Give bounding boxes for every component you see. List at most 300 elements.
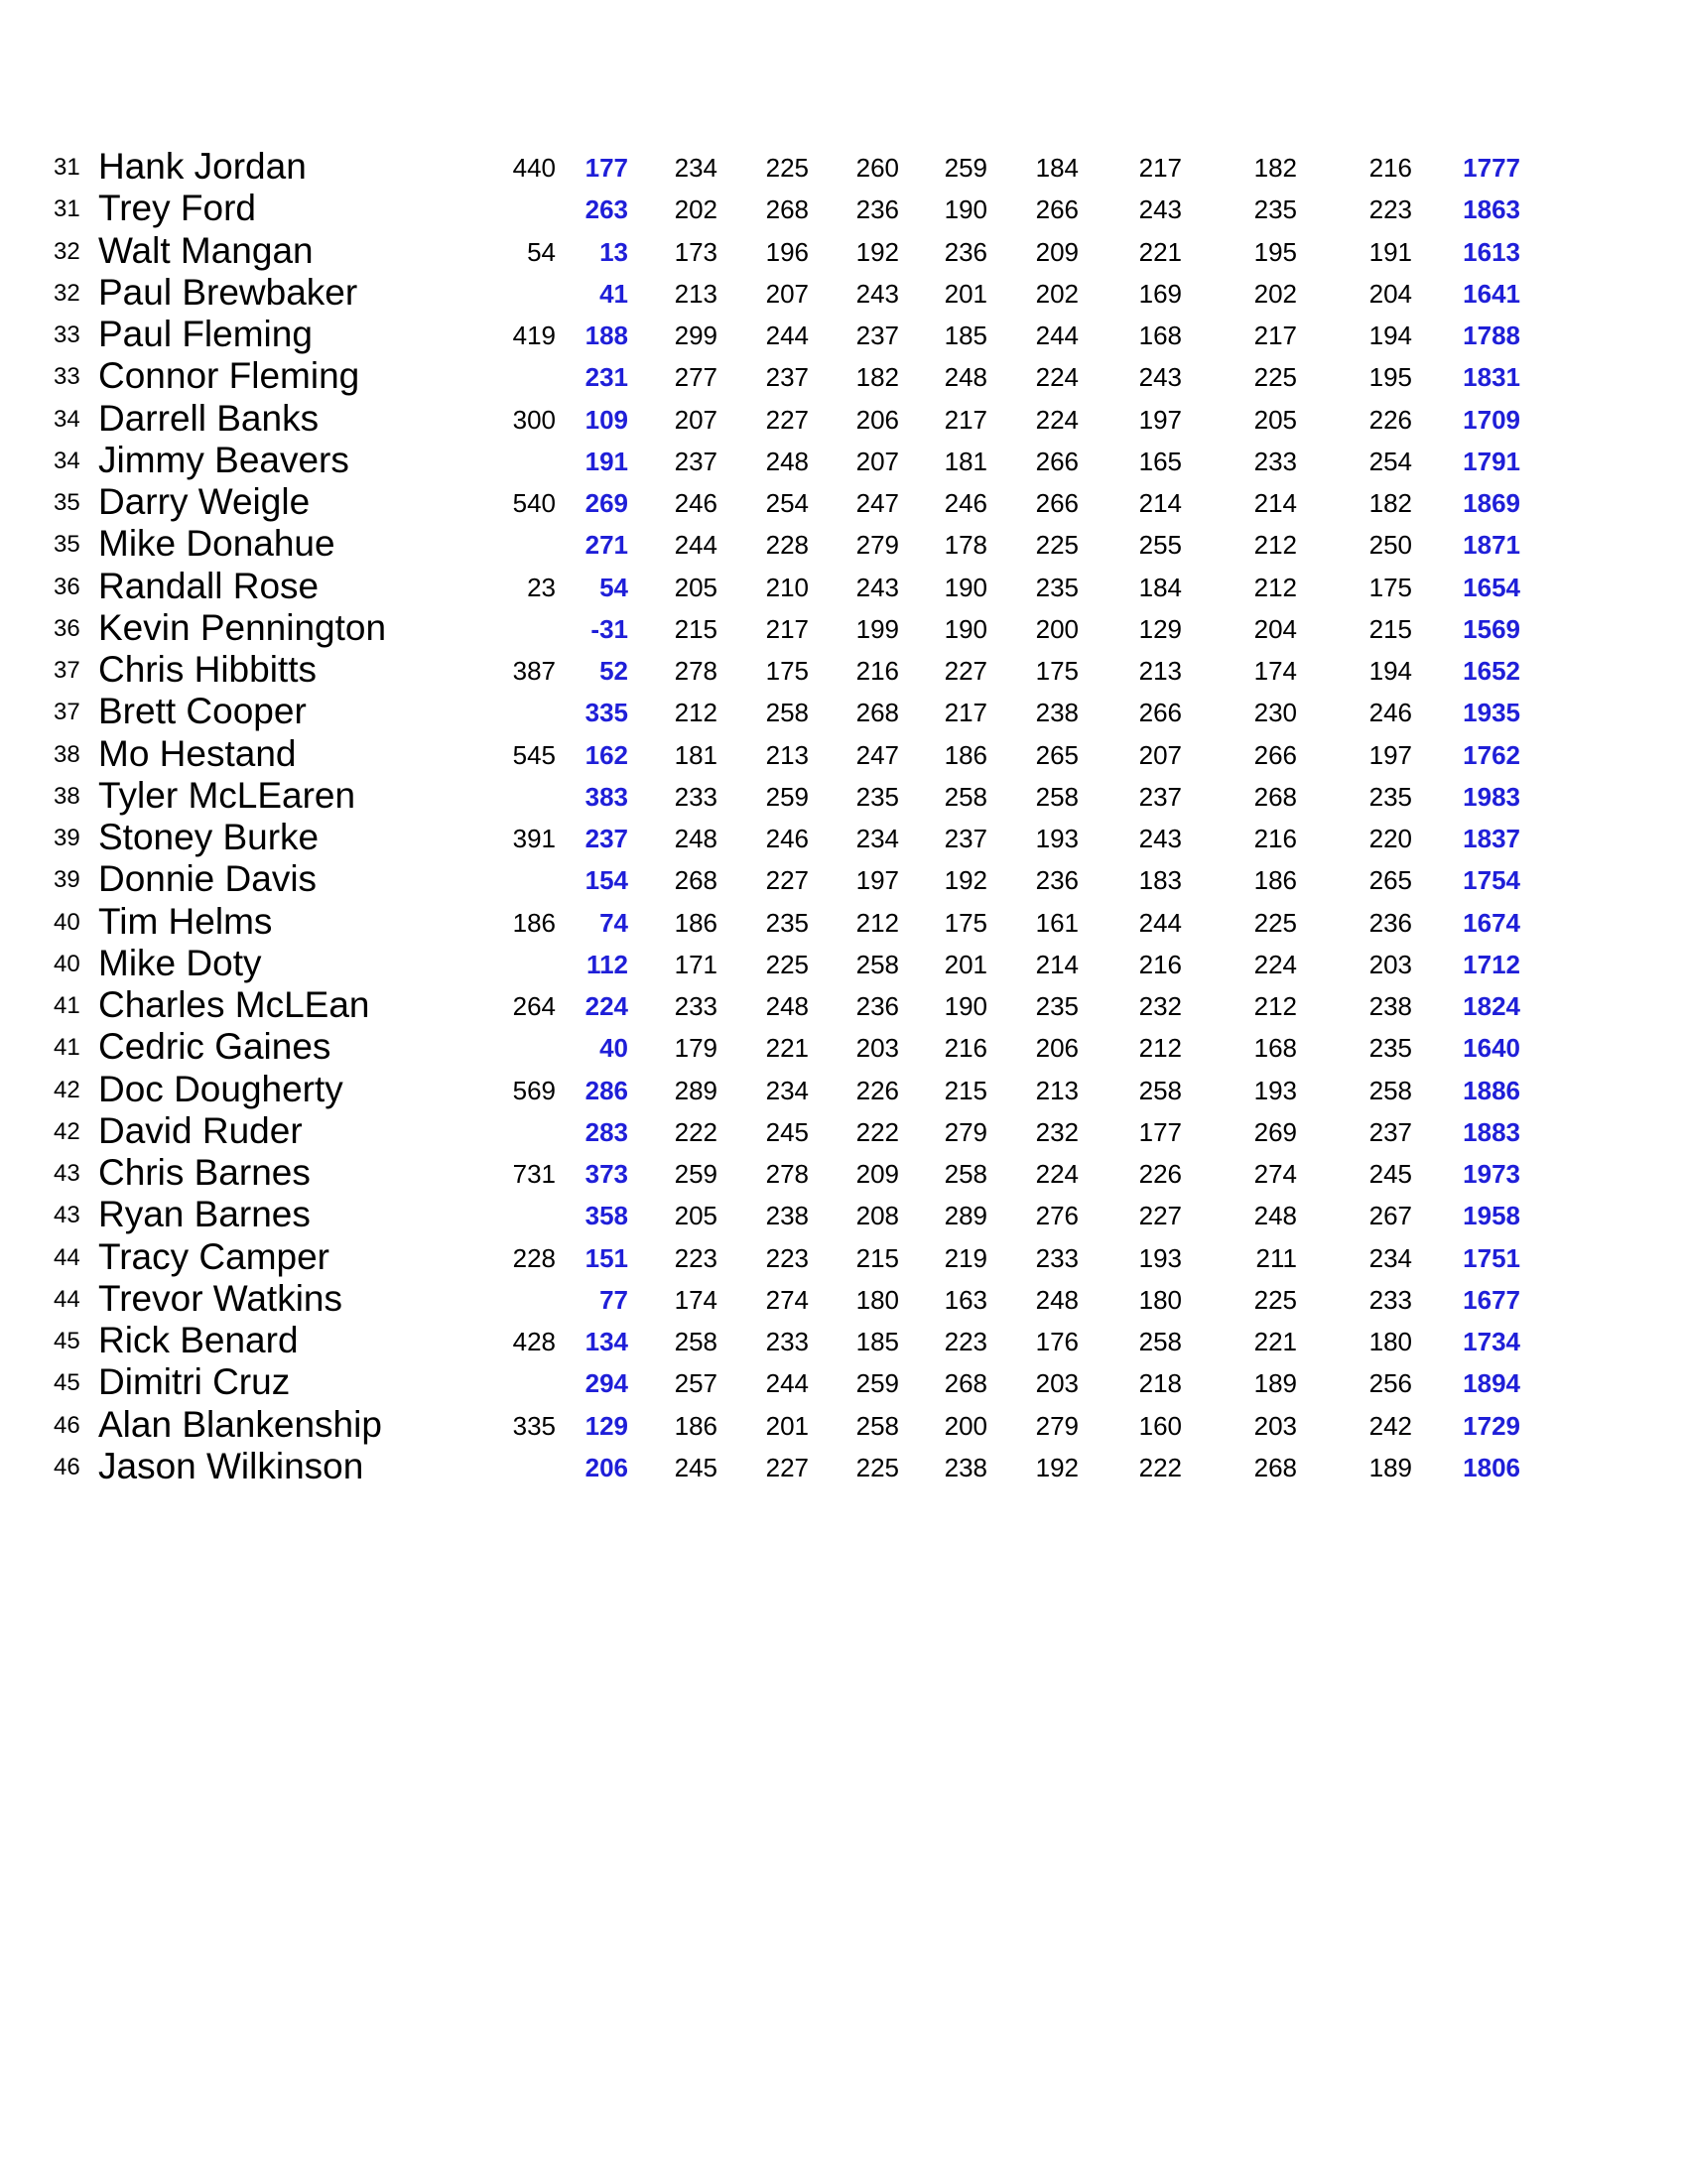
total-score: 1751 (1463, 1242, 1520, 1273)
game-2-score: 268 (765, 194, 809, 225)
table-row (0, 1362, 1687, 1404)
game-5-score: 238 (1035, 698, 1079, 728)
game-6-score: 237 (1138, 781, 1182, 812)
game-4-score: 200 (944, 1410, 987, 1441)
total-score: 1674 (1463, 907, 1520, 938)
table-row (0, 734, 1687, 776)
total-score: 1806 (1463, 1452, 1520, 1482)
game-7-score: 212 (1253, 991, 1297, 1021)
bowler-name: Walt Mangan (98, 229, 314, 271)
game-6-score: 207 (1138, 739, 1182, 770)
game-1-score: 205 (674, 572, 717, 602)
game-7-score: 274 (1253, 1159, 1297, 1189)
game-4-score: 248 (944, 362, 987, 393)
seed-number: 36 (54, 573, 80, 600)
game-4-score: 190 (944, 572, 987, 602)
game-6-score: 243 (1138, 824, 1182, 853)
game-1-score: 212 (674, 698, 717, 728)
bowler-name: Alan Blankenship (98, 1403, 382, 1445)
total-score: 1958 (1463, 1201, 1520, 1231)
total-score: 1883 (1463, 1116, 1520, 1147)
game-5-score: 276 (1035, 1201, 1079, 1231)
plus-minus-score: 40 (599, 1033, 628, 1064)
plus-minus-score: 237 (584, 824, 628, 853)
game-3-score: 207 (855, 446, 899, 476)
bowler-name: Tim Helms (98, 900, 273, 942)
game-4-score: 185 (944, 321, 987, 350)
pair-score (486, 273, 556, 315)
game-2-score: 228 (765, 530, 809, 561)
pair-score (486, 1195, 556, 1236)
game-2-score: 223 (765, 1242, 809, 1273)
seed-number: 43 (54, 1202, 80, 1229)
game-6-score: 213 (1138, 656, 1182, 686)
game-4-score: 237 (944, 824, 987, 853)
game-4-score: 190 (944, 991, 987, 1021)
game-5-score: 200 (1035, 613, 1079, 644)
table-row (0, 441, 1687, 482)
game-5-score: 266 (1035, 194, 1079, 225)
plus-minus-score: 129 (584, 1410, 628, 1441)
game-1-score: 179 (674, 1033, 717, 1064)
seed-number: 40 (54, 908, 80, 936)
game-7-score: 216 (1253, 824, 1297, 853)
game-3-score: 192 (855, 236, 899, 267)
pair-score (486, 944, 556, 985)
game-8-score: 197 (1368, 739, 1412, 770)
game-3-score: 243 (855, 572, 899, 602)
pair-score: 569 (512, 1075, 556, 1105)
game-6-score: 165 (1138, 446, 1182, 476)
total-score: 1652 (1463, 656, 1520, 686)
game-5-score: 224 (1035, 404, 1079, 435)
total-score: 1837 (1463, 824, 1520, 853)
game-5-score: 279 (1035, 1410, 1079, 1441)
game-2-score: 225 (765, 153, 809, 183)
pair-score: 264 (512, 991, 556, 1021)
game-6-score: 258 (1138, 1075, 1182, 1105)
game-5-score: 214 (1035, 949, 1079, 979)
bowler-name: Trey Ford (98, 188, 256, 229)
bowler-name: Jimmy Beavers (98, 439, 349, 480)
game-2-score: 175 (765, 656, 809, 686)
game-7-score: 269 (1253, 1116, 1297, 1147)
game-5-score: 176 (1035, 1327, 1079, 1356)
game-7-score: 248 (1253, 1201, 1297, 1231)
game-1-score: 246 (674, 488, 717, 518)
game-5-score: 209 (1035, 236, 1079, 267)
game-3-score: 215 (855, 1242, 899, 1273)
game-1-score: 215 (674, 613, 717, 644)
seed-number: 42 (54, 1117, 80, 1145)
game-6-score: 177 (1138, 1116, 1182, 1147)
seed-number: 35 (54, 489, 80, 516)
game-2-score: 244 (765, 1368, 809, 1399)
seed-number: 34 (54, 447, 80, 474)
game-7-score: 233 (1253, 446, 1297, 476)
game-4-score: 227 (944, 656, 987, 686)
game-5-score: 175 (1035, 656, 1079, 686)
seed-number: 33 (54, 321, 80, 348)
plus-minus-score: 188 (584, 321, 628, 350)
table-row (0, 231, 1687, 273)
seed-number: 35 (54, 531, 80, 559)
pair-score: 23 (527, 572, 556, 602)
game-1-score: 173 (674, 236, 717, 267)
game-5-score: 184 (1035, 153, 1079, 183)
total-score: 1569 (1463, 613, 1520, 644)
seed-number: 38 (54, 782, 80, 810)
game-8-score: 245 (1368, 1159, 1412, 1189)
bowler-name: Jason Wilkinson (98, 1445, 364, 1486)
game-8-score: 204 (1368, 278, 1412, 309)
game-1-score: 299 (674, 321, 717, 350)
game-6-score: 226 (1138, 1159, 1182, 1189)
game-8-score: 220 (1368, 824, 1412, 853)
seed-number: 43 (54, 1160, 80, 1187)
game-1-score: 258 (674, 1327, 717, 1356)
bowler-name: Kevin Pennington (98, 606, 387, 648)
total-score: 1791 (1463, 446, 1520, 476)
total-score: 1788 (1463, 321, 1520, 350)
game-2-score: 201 (765, 1410, 809, 1441)
seed-number: 34 (54, 405, 80, 433)
game-6-score: 197 (1138, 404, 1182, 435)
game-6-score: 193 (1138, 1242, 1182, 1273)
game-4-score: 201 (944, 278, 987, 309)
plus-minus-score: 335 (584, 698, 628, 728)
total-score: 1869 (1463, 488, 1520, 518)
game-1-score: 233 (674, 781, 717, 812)
bowler-name: Ryan Barnes (98, 1194, 311, 1235)
seed-number: 32 (54, 279, 80, 307)
pair-score: 545 (512, 739, 556, 770)
game-2-score: 258 (765, 698, 809, 728)
bowler-name: Randall Rose (98, 565, 320, 606)
pair-score (486, 1111, 556, 1153)
game-4-score: 219 (944, 1242, 987, 1273)
game-1-score: 233 (674, 991, 717, 1021)
pair-score: 186 (512, 907, 556, 938)
game-4-score: 259 (944, 153, 987, 183)
seed-number: 32 (54, 237, 80, 265)
game-8-score: 237 (1368, 1116, 1412, 1147)
game-4-score: 216 (944, 1033, 987, 1064)
bowler-name: Mike Donahue (98, 523, 335, 565)
game-1-score: 202 (674, 194, 717, 225)
game-6-score: 169 (1138, 278, 1182, 309)
table-row (0, 1195, 1687, 1236)
game-5-score: 235 (1035, 572, 1079, 602)
game-5-score: 232 (1035, 1116, 1079, 1147)
game-7-score: 230 (1253, 698, 1297, 728)
table-row (0, 818, 1687, 859)
bowler-name: Trevor Watkins (98, 1277, 343, 1319)
table-row (0, 315, 1687, 356)
seed-number: 33 (54, 363, 80, 391)
table-row (0, 1237, 1687, 1279)
game-8-score: 258 (1368, 1075, 1412, 1105)
seed-number: 44 (54, 1243, 80, 1271)
game-1-score: 174 (674, 1284, 717, 1315)
game-2-score: 227 (765, 1452, 809, 1482)
game-5-score: 265 (1035, 739, 1079, 770)
game-2-score: 278 (765, 1159, 809, 1189)
table-row (0, 1279, 1687, 1321)
game-8-score: 265 (1368, 865, 1412, 896)
game-6-score: 129 (1138, 613, 1182, 644)
bowler-name: Tyler McLEaren (98, 774, 356, 816)
game-8-score: 238 (1368, 991, 1412, 1021)
game-8-score: 203 (1368, 949, 1412, 979)
game-2-score: 225 (765, 949, 809, 979)
game-5-score: 203 (1035, 1368, 1079, 1399)
game-1-score: 268 (674, 865, 717, 896)
plus-minus-score: 177 (584, 153, 628, 183)
bowler-name: Darry Weigle (98, 481, 311, 522)
game-6-score: 184 (1138, 572, 1182, 602)
plus-minus-score: 283 (584, 1116, 628, 1147)
seed-number: 41 (54, 992, 80, 1019)
plus-minus-score: 154 (584, 865, 628, 896)
game-7-score: 189 (1253, 1368, 1297, 1399)
bowler-name: Rick Benard (98, 1320, 299, 1360)
game-4-score: 223 (944, 1327, 987, 1356)
standings-table (0, 147, 1687, 1488)
game-8-score: 234 (1368, 1242, 1412, 1273)
seed-number: 37 (54, 699, 80, 726)
game-4-score: 238 (944, 1452, 987, 1482)
total-score: 1973 (1463, 1159, 1520, 1189)
plus-minus-score: 383 (584, 781, 628, 812)
seed-number: 39 (54, 866, 80, 894)
game-4-score: 258 (944, 781, 987, 812)
plus-minus-score: 162 (584, 739, 628, 770)
game-6-score: 217 (1138, 153, 1182, 183)
table-row (0, 147, 1687, 189)
plus-minus-score: 286 (584, 1075, 628, 1105)
game-1-score: 259 (674, 1159, 717, 1189)
game-8-score: 226 (1368, 404, 1412, 435)
game-2-score: 237 (765, 362, 809, 393)
pair-score: 428 (512, 1327, 556, 1356)
game-2-score: 196 (765, 236, 809, 267)
game-2-score: 259 (765, 781, 809, 812)
game-4-score: 175 (944, 907, 987, 938)
game-8-score: 235 (1368, 781, 1412, 812)
game-5-score: 224 (1035, 362, 1079, 393)
game-1-score: 248 (674, 824, 717, 853)
game-4-score: 279 (944, 1116, 987, 1147)
game-5-score: 233 (1035, 1242, 1079, 1273)
game-7-score: 174 (1253, 656, 1297, 686)
pair-score (486, 524, 556, 566)
game-4-score: 192 (944, 865, 987, 896)
game-3-score: 208 (855, 1201, 899, 1231)
table-row (0, 1447, 1687, 1488)
game-5-score: 236 (1035, 865, 1079, 896)
total-score: 1613 (1463, 236, 1520, 267)
game-7-score: 186 (1253, 865, 1297, 896)
plus-minus-score: 112 (586, 949, 628, 979)
game-3-score: 180 (855, 1284, 899, 1315)
game-6-score: 180 (1138, 1284, 1182, 1315)
total-score: 1983 (1463, 781, 1520, 812)
game-3-score: 206 (855, 404, 899, 435)
table-row (0, 524, 1687, 566)
game-3-score: 225 (855, 1452, 899, 1482)
seed-number: 40 (54, 950, 80, 977)
game-1-score: 213 (674, 278, 717, 309)
game-3-score: 209 (855, 1159, 899, 1189)
plus-minus-score: 294 (584, 1368, 628, 1399)
game-3-score: 279 (855, 530, 899, 561)
pair-score (486, 776, 556, 818)
game-7-score: 182 (1253, 153, 1297, 183)
game-2-score: 246 (765, 824, 809, 853)
pair-score: 731 (512, 1159, 556, 1189)
game-8-score: 182 (1368, 488, 1412, 518)
game-2-score: 245 (765, 1116, 809, 1147)
seed-number: 31 (54, 154, 80, 181)
game-1-score: 186 (674, 907, 717, 938)
table-row (0, 692, 1687, 733)
game-6-score: 160 (1138, 1410, 1182, 1441)
table-row (0, 1111, 1687, 1153)
game-6-score: 222 (1138, 1452, 1182, 1482)
game-4-score: 201 (944, 949, 987, 979)
game-5-score: 193 (1035, 824, 1079, 853)
game-3-score: 199 (855, 613, 899, 644)
game-1-score: 257 (674, 1368, 717, 1399)
game-1-score: 234 (674, 153, 717, 183)
game-7-score: 211 (1255, 1242, 1297, 1273)
game-6-score: 266 (1138, 698, 1182, 728)
plus-minus-score: 52 (599, 656, 628, 686)
bowler-name: Stoney Burke (98, 817, 320, 857)
seed-number: 36 (54, 614, 80, 642)
game-4-score: 268 (944, 1368, 987, 1399)
game-8-score: 250 (1368, 530, 1412, 561)
game-6-score: 243 (1138, 194, 1182, 225)
bowler-name: David Ruder (98, 1109, 303, 1151)
pair-score (486, 1362, 556, 1404)
game-8-score: 215 (1368, 613, 1412, 644)
plus-minus-score: 109 (584, 404, 628, 435)
game-4-score: 190 (944, 194, 987, 225)
game-8-score: 256 (1368, 1368, 1412, 1399)
game-4-score: 215 (944, 1075, 987, 1105)
bowler-name: Doc Dougherty (98, 1068, 343, 1109)
total-score: 1824 (1463, 991, 1520, 1021)
game-3-score: 236 (855, 194, 899, 225)
game-8-score: 233 (1368, 1284, 1412, 1315)
pair-score: 300 (512, 404, 556, 435)
game-4-score: 186 (944, 739, 987, 770)
game-3-score: 258 (855, 1410, 899, 1441)
pair-score: 387 (512, 656, 556, 686)
game-1-score: 244 (674, 530, 717, 561)
bowler-name: Paul Fleming (98, 314, 313, 354)
bowler-name: Charles McLEan (98, 984, 370, 1025)
total-score: 1754 (1463, 865, 1520, 896)
pair-score (486, 859, 556, 901)
total-score: 1734 (1463, 1327, 1520, 1356)
bowler-name: Connor Fleming (98, 355, 360, 397)
table-row (0, 1405, 1687, 1447)
bowler-name: Chris Barnes (98, 1152, 311, 1193)
game-3-score: 247 (855, 488, 899, 518)
game-7-score: 225 (1253, 907, 1297, 938)
total-score: 1677 (1463, 1284, 1520, 1315)
game-3-score: 234 (855, 824, 899, 853)
game-3-score: 268 (855, 698, 899, 728)
game-2-score: 221 (765, 1033, 809, 1064)
game-3-score: 203 (855, 1033, 899, 1064)
plus-minus-score: 231 (584, 362, 628, 393)
total-score: 1712 (1463, 949, 1520, 979)
game-4-score: 289 (944, 1201, 987, 1231)
pair-score (486, 1027, 556, 1069)
plus-minus-score: 269 (584, 488, 628, 518)
game-1-score: 277 (674, 362, 717, 393)
total-score: 1863 (1463, 194, 1520, 225)
total-score: 1777 (1463, 153, 1520, 183)
game-7-score: 266 (1253, 739, 1297, 770)
game-1-score: 223 (674, 1242, 717, 1273)
game-6-score: 227 (1138, 1201, 1182, 1231)
total-score: 1654 (1463, 572, 1520, 602)
bowler-name: Darrell Banks (98, 397, 320, 439)
table-row (0, 482, 1687, 524)
plus-minus-score: 224 (584, 991, 628, 1021)
game-3-score: 259 (855, 1368, 899, 1399)
game-4-score: 190 (944, 613, 987, 644)
game-2-score: 227 (765, 404, 809, 435)
game-2-score: 274 (765, 1284, 809, 1315)
pair-score: 228 (512, 1242, 556, 1273)
table-row (0, 650, 1687, 692)
game-4-score: 258 (944, 1159, 987, 1189)
game-8-score: 254 (1368, 446, 1412, 476)
game-1-score: 181 (674, 739, 717, 770)
table-row (0, 273, 1687, 315)
game-5-score: 224 (1035, 1159, 1079, 1189)
game-8-score: 236 (1368, 907, 1412, 938)
game-5-score: 225 (1035, 530, 1079, 561)
pair-score (486, 1279, 556, 1321)
game-2-score: 234 (765, 1075, 809, 1105)
table-row (0, 189, 1687, 230)
seed-number: 46 (54, 1411, 80, 1439)
bowler-name: Donnie Davis (98, 858, 318, 900)
game-2-score: 207 (765, 278, 809, 309)
plus-minus-score: 74 (599, 907, 628, 938)
game-8-score: 216 (1368, 153, 1412, 183)
game-8-score: 194 (1368, 321, 1412, 350)
plus-minus-score: 13 (599, 236, 628, 267)
game-1-score: 186 (674, 1410, 717, 1441)
game-3-score: 197 (855, 865, 899, 896)
bowler-name: Brett Cooper (98, 691, 307, 732)
game-5-score: 161 (1035, 907, 1079, 938)
game-5-score: 206 (1035, 1033, 1079, 1064)
game-7-score: 225 (1253, 1284, 1297, 1315)
game-7-score: 212 (1253, 572, 1297, 602)
game-6-score: 244 (1138, 907, 1182, 938)
total-score: 1640 (1463, 1033, 1520, 1064)
total-score: 1894 (1463, 1368, 1520, 1399)
